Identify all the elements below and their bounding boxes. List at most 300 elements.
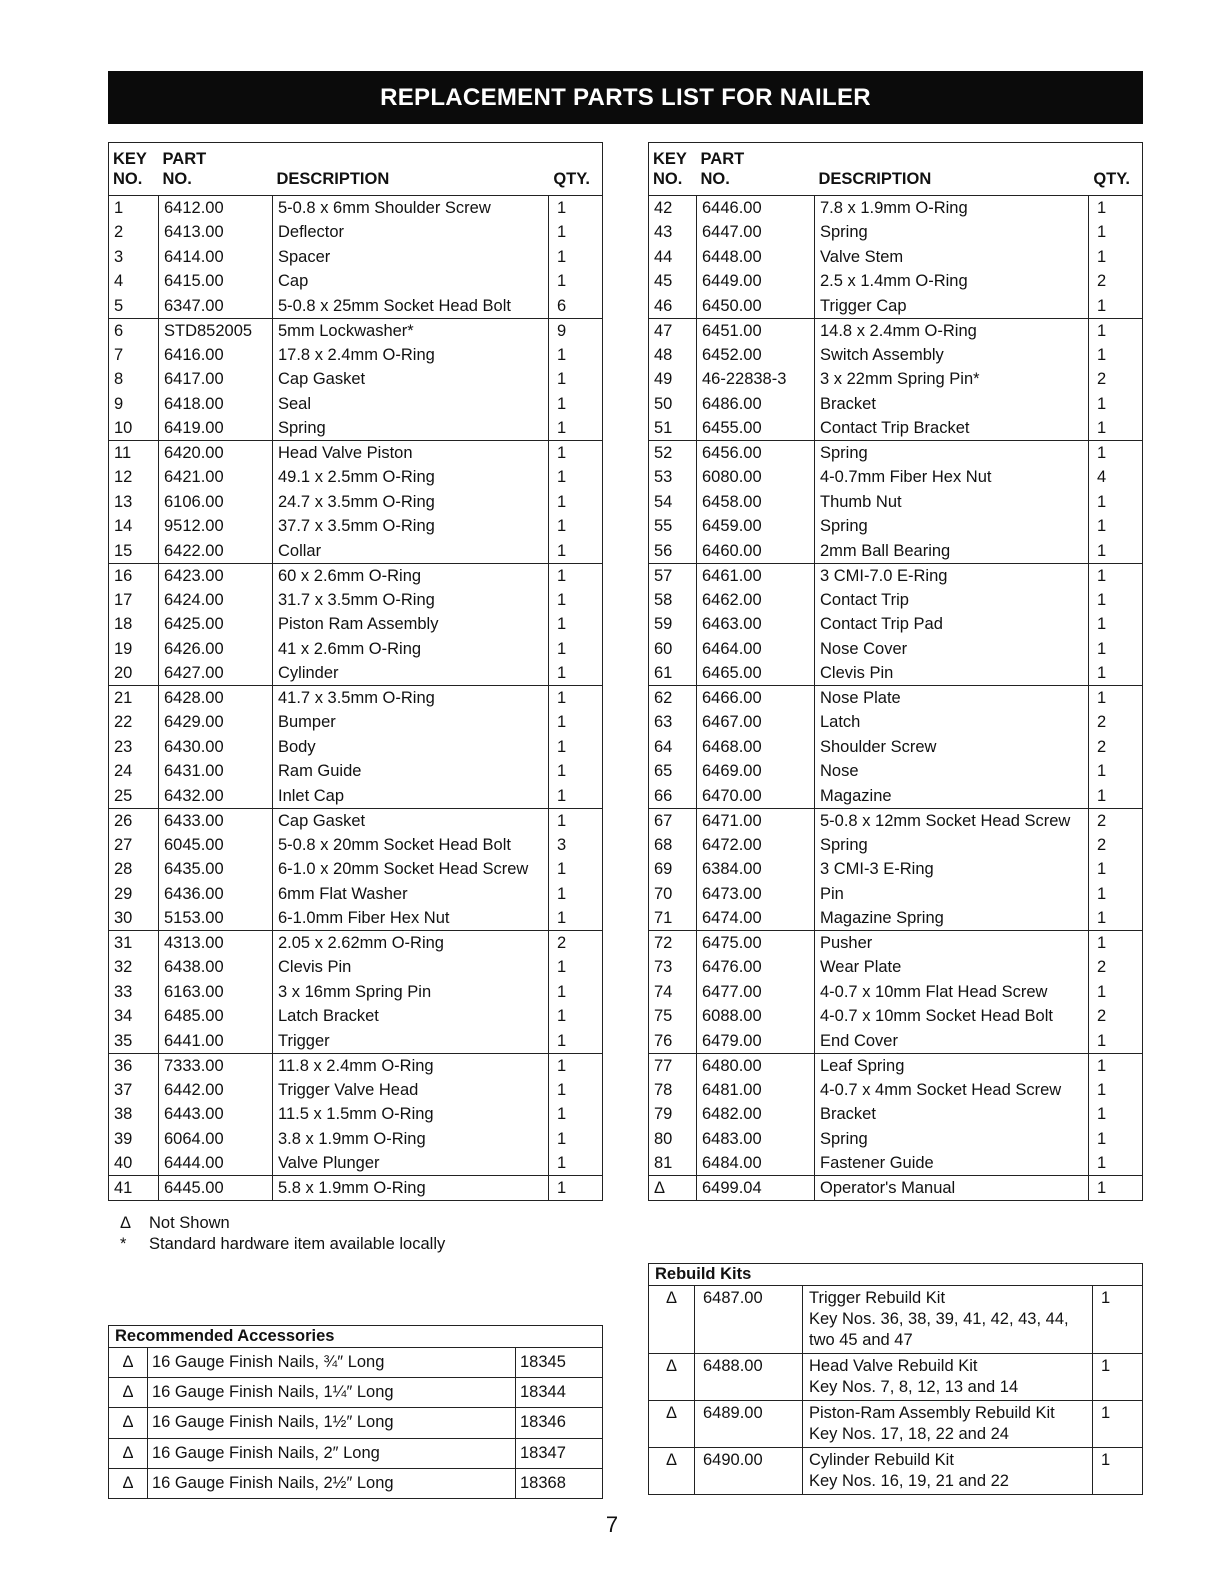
parts-row <box>649 1029 1143 1054</box>
part-description: Contact Trip Bracket <box>815 416 1089 441</box>
accessory-part-number: 18345 <box>516 1348 603 1378</box>
key-number: 81 <box>654 1154 673 1172</box>
rebuild-kits-title: Rebuild Kits <box>649 1264 1143 1286</box>
key-number: 5 <box>114 296 124 315</box>
part-description: Trigger Cap <box>815 294 1089 319</box>
part-quantity: 1 <box>549 759 603 784</box>
part-number: 6464.00 <box>697 637 815 662</box>
key-number: 55 <box>654 517 673 536</box>
part-number: 6420.00 <box>159 441 273 466</box>
part-number: 6442.00 <box>159 1078 273 1103</box>
key-number: 30 <box>114 909 133 927</box>
part-number: 6468.00 <box>697 735 815 760</box>
part-description: Pusher <box>815 931 1089 956</box>
page-title: REPLACEMENT PARTS LIST FOR NAILER <box>380 83 871 111</box>
key-number: 40 <box>114 1154 133 1172</box>
part-quantity: 1 <box>549 1029 603 1054</box>
parts-row <box>109 294 603 319</box>
part-quantity: 1 <box>549 343 603 368</box>
part-quantity: 1 <box>549 735 603 760</box>
part-number: 7333.00 <box>159 1053 273 1078</box>
part-description: Latch <box>815 710 1089 735</box>
accessory-description: 16 Gauge Finish Nails, 2″ Long <box>148 1438 516 1468</box>
part-description: Piston Ram Assembly <box>273 612 549 637</box>
part-number: 6448.00 <box>697 245 815 270</box>
part-quantity: 2 <box>1089 955 1143 980</box>
part-description: 3 CMI-7.0 E-Ring <box>815 563 1089 588</box>
parts-row <box>109 416 603 441</box>
parts-row <box>649 1151 1143 1176</box>
key-number: 70 <box>654 884 673 903</box>
part-quantity: 2 <box>1089 1004 1143 1029</box>
key-number: 57 <box>649 563 697 588</box>
parts-row <box>649 857 1143 882</box>
part-quantity: 1 <box>549 392 603 417</box>
parts-row <box>649 588 1143 613</box>
accessories-title: Recommended Accessories <box>109 1326 603 1348</box>
kit-description <box>803 1401 1093 1448</box>
parts-row <box>109 808 603 833</box>
key-number: 42 <box>654 199 673 217</box>
part-number: 4313.00 <box>159 931 273 956</box>
key-number: Δ <box>649 1176 697 1201</box>
part-description: 4-0.7 x 10mm Socket Head Bolt <box>815 1004 1089 1029</box>
parts-row <box>649 367 1143 392</box>
part-quantity: 1 <box>1089 612 1143 637</box>
key-number: 73 <box>654 958 673 977</box>
parts-row <box>109 906 603 931</box>
accessory-row <box>109 1378 603 1408</box>
key-number: 35 <box>114 1031 133 1050</box>
part-quantity: 1 <box>1089 906 1143 931</box>
part-number: 6384.00 <box>697 857 815 882</box>
parts-row <box>649 539 1143 564</box>
key-number: 22 <box>114 713 133 732</box>
key-no-header: KEY NO. <box>649 143 697 196</box>
part-number: 6463.00 <box>697 612 815 637</box>
key-number: 59 <box>654 615 673 634</box>
part-quantity: 1 <box>549 416 603 441</box>
kit-description <box>803 1448 1093 1495</box>
rebuild-kit-row <box>649 1401 1143 1448</box>
part-description: Bracket <box>815 392 1089 417</box>
part-quantity: 1 <box>549 980 603 1005</box>
parts-row <box>649 759 1143 784</box>
part-description: Switch Assembly <box>815 343 1089 368</box>
part-number: 9512.00 <box>159 514 273 539</box>
key-number: 38 <box>114 1105 133 1124</box>
kit-name: Trigger Rebuild Kit <box>809 1289 946 1307</box>
kit-name: Head Valve Rebuild Kit <box>809 1357 978 1375</box>
part-number: 46-22838-3 <box>697 367 815 392</box>
page-title-banner <box>108 71 1143 124</box>
part-quantity: 6 <box>549 294 603 319</box>
part-description: 3 x 16mm Spring Pin <box>273 980 549 1005</box>
part-quantity: 1 <box>549 1151 603 1176</box>
key-number: 75 <box>654 1007 673 1026</box>
part-description: 5.8 x 1.9mm O-Ring <box>273 1176 549 1201</box>
key-number: 19 <box>114 639 133 658</box>
accessory-description: 16 Gauge Finish Nails, 1¼″ Long <box>148 1378 516 1408</box>
part-quantity: 1 <box>549 955 603 980</box>
key-number: 51 <box>654 419 673 437</box>
part-description: Valve Plunger <box>273 1151 549 1176</box>
key-number: 54 <box>654 492 673 511</box>
part-quantity: 1 <box>549 784 603 809</box>
part-number: 6461.00 <box>697 563 815 588</box>
part-number: 6443.00 <box>159 1102 273 1127</box>
part-description: Trigger <box>273 1029 549 1054</box>
part-quantity: 1 <box>1089 1029 1143 1054</box>
part-description: 37.7 x 3.5mm O-Ring <box>273 514 549 539</box>
part-quantity: 1 <box>549 808 603 833</box>
part-description: Cap <box>273 269 549 294</box>
parts-row <box>649 735 1143 760</box>
delta-symbol-icon: Δ <box>665 1451 678 1469</box>
part-description: Bracket <box>815 1102 1089 1127</box>
part-description: Cap Gasket <box>273 808 549 833</box>
key-number: 64 <box>654 737 673 756</box>
part-number: 6432.00 <box>159 784 273 809</box>
part-description: 4-0.7 x 4mm Socket Head Screw <box>815 1078 1089 1103</box>
part-quantity: 1 <box>549 1004 603 1029</box>
kit-key-numbers: Key Nos. 17, 18, 22 and 24 <box>809 1425 1009 1443</box>
part-description: Deflector <box>273 220 549 245</box>
part-quantity: 1 <box>1089 931 1143 956</box>
part-number: 6458.00 <box>697 490 815 515</box>
part-description: 7.8 x 1.9mm O-Ring <box>815 196 1089 221</box>
part-number: 6347.00 <box>159 294 273 319</box>
part-description: End Cover <box>815 1029 1089 1054</box>
part-number: 6431.00 <box>159 759 273 784</box>
key-number: 31 <box>109 931 159 956</box>
part-quantity: 2 <box>1089 269 1143 294</box>
parts-row <box>649 416 1143 441</box>
accessory-part-number: 18368 <box>516 1468 603 1498</box>
part-quantity: 1 <box>549 686 603 711</box>
part-quantity: 1 <box>549 1102 603 1127</box>
parts-row <box>649 833 1143 858</box>
key-number: 7 <box>114 345 124 364</box>
part-quantity: 4 <box>1089 465 1143 490</box>
part-number: 6433.00 <box>159 808 273 833</box>
part-quantity: 1 <box>549 857 603 882</box>
part-number: 5153.00 <box>159 906 273 931</box>
delta-symbol-icon: Δ <box>120 1214 132 1232</box>
part-quantity: 1 <box>1089 784 1143 809</box>
part-number: 6438.00 <box>159 955 273 980</box>
part-quantity: 1 <box>549 637 603 662</box>
recommended-accessories-table <box>108 1325 603 1499</box>
part-quantity: 1 <box>1089 392 1143 417</box>
parts-row <box>649 906 1143 931</box>
part-description: Inlet Cap <box>273 784 549 809</box>
part-quantity: 1 <box>549 563 603 588</box>
part-quantity: 1 <box>1089 245 1143 270</box>
key-number: 43 <box>654 223 673 242</box>
part-description: Spring <box>815 514 1089 539</box>
key-number: 9 <box>114 394 124 413</box>
part-quantity: 1 <box>1089 588 1143 613</box>
parts-row <box>649 784 1143 809</box>
parts-row <box>649 661 1143 686</box>
part-number: 6499.04 <box>697 1176 815 1201</box>
part-number: 6424.00 <box>159 588 273 613</box>
part-number: 6447.00 <box>697 220 815 245</box>
part-description: Nose Cover <box>815 637 1089 662</box>
part-description: Clevis Pin <box>815 661 1089 686</box>
part-number: 6451.00 <box>697 318 815 343</box>
key-number: 60 <box>654 639 673 658</box>
accessory-row <box>109 1438 603 1468</box>
part-quantity: 1 <box>549 490 603 515</box>
key-number: 32 <box>114 958 133 977</box>
parts-row <box>649 1004 1143 1029</box>
key-number: 52 <box>649 441 697 466</box>
part-quantity: 2 <box>1089 808 1143 833</box>
part-description: Valve Stem <box>815 245 1089 270</box>
qty-header: QTY. <box>549 143 603 196</box>
part-description: 14.8 x 2.4mm O-Ring <box>815 318 1089 343</box>
part-description: 41.7 x 3.5mm O-Ring <box>273 686 549 711</box>
part-number: 6430.00 <box>159 735 273 760</box>
part-description: Nose <box>815 759 1089 784</box>
part-quantity: 1 <box>1089 343 1143 368</box>
part-description: Contact Trip <box>815 588 1089 613</box>
part-number: 6456.00 <box>697 441 815 466</box>
parts-row <box>109 686 603 711</box>
part-number: 6419.00 <box>159 416 273 441</box>
part-quantity: 1 <box>1089 416 1143 441</box>
key-no-header: KEY NO. <box>109 143 159 196</box>
key-number: 61 <box>654 664 673 682</box>
part-number: 6435.00 <box>159 857 273 882</box>
part-quantity: 2 <box>1089 833 1143 858</box>
part-number: 6465.00 <box>697 661 815 686</box>
part-number: 6088.00 <box>697 1004 815 1029</box>
part-description: 31.7 x 3.5mm O-Ring <box>273 588 549 613</box>
qty-header: QTY. <box>1089 143 1143 196</box>
part-number: 6427.00 <box>159 661 273 686</box>
parts-row <box>109 735 603 760</box>
key-number: 44 <box>654 247 673 266</box>
part-number: 6425.00 <box>159 612 273 637</box>
accessory-part-number: 18344 <box>516 1378 603 1408</box>
part-number: 6482.00 <box>697 1102 815 1127</box>
parts-row <box>109 931 603 956</box>
kit-quantity: 1 <box>1093 1401 1143 1448</box>
parts-row <box>649 612 1143 637</box>
part-number: 6412.00 <box>159 196 273 221</box>
key-number: 69 <box>654 860 673 879</box>
parts-row <box>109 612 603 637</box>
parts-row <box>109 1053 603 1078</box>
part-no-header: PART NO. <box>697 143 815 196</box>
part-description: 3.8 x 1.9mm O-Ring <box>273 1127 549 1152</box>
parts-row <box>649 637 1143 662</box>
part-number: 6418.00 <box>159 392 273 417</box>
part-description: Contact Trip Pad <box>815 612 1089 637</box>
key-number: 8 <box>114 370 124 389</box>
parts-row <box>649 245 1143 270</box>
key-number: 68 <box>654 835 673 854</box>
part-description: 2.5 x 1.4mm O-Ring <box>815 269 1089 294</box>
part-description: 49.1 x 2.5mm O-Ring <box>273 465 549 490</box>
part-description: Spring <box>815 833 1089 858</box>
part-number: 6444.00 <box>159 1151 273 1176</box>
kit-part-number: 6490.00 <box>695 1448 803 1495</box>
part-number: 6470.00 <box>697 784 815 809</box>
kit-key-numbers: two 45 and 47 <box>809 1331 913 1349</box>
key-number: 49 <box>654 370 673 389</box>
parts-row <box>109 1102 603 1127</box>
part-quantity: 1 <box>1089 196 1143 221</box>
part-description: 5mm Lockwasher* <box>273 318 549 343</box>
key-number: 53 <box>654 468 673 487</box>
delta-symbol-icon: Δ <box>109 1378 148 1408</box>
parts-row <box>649 196 1143 221</box>
kit-part-number: 6488.00 <box>695 1354 803 1401</box>
accessory-part-number: 18347 <box>516 1438 603 1468</box>
kit-key-numbers: Key Nos. 7, 8, 12, 13 and 14 <box>809 1378 1019 1396</box>
parts-row <box>649 808 1143 833</box>
parts-row <box>109 833 603 858</box>
parts-row <box>109 220 603 245</box>
part-description: Thumb Nut <box>815 490 1089 515</box>
part-description: 5-0.8 x 6mm Shoulder Screw <box>273 196 549 221</box>
part-number: 6064.00 <box>159 1127 273 1152</box>
part-quantity: 2 <box>1089 735 1143 760</box>
parts-row <box>109 1029 603 1054</box>
key-number: 39 <box>114 1129 133 1148</box>
part-number: 6469.00 <box>697 759 815 784</box>
accessory-part-number: 18346 <box>516 1408 603 1438</box>
parts-row <box>109 539 603 564</box>
part-description: 5-0.8 x 20mm Socket Head Bolt <box>273 833 549 858</box>
part-quantity: 1 <box>1089 1053 1143 1078</box>
key-number: 65 <box>654 762 673 781</box>
part-quantity: 1 <box>1089 441 1143 466</box>
key-number: 45 <box>654 272 673 291</box>
kit-part-number: 6487.00 <box>695 1286 803 1354</box>
part-description: 6-1.0 x 20mm Socket Head Screw <box>273 857 549 882</box>
part-quantity: 1 <box>549 196 603 221</box>
part-description: 2mm Ball Bearing <box>815 539 1089 564</box>
key-number: 14 <box>114 517 133 536</box>
part-quantity: 1 <box>549 367 603 392</box>
part-quantity: 1 <box>1089 563 1143 588</box>
part-description: Cap Gasket <box>273 367 549 392</box>
part-quantity: 1 <box>549 710 603 735</box>
parts-row <box>649 980 1143 1005</box>
part-number: 6452.00 <box>697 343 815 368</box>
parts-row <box>109 759 603 784</box>
part-description: 24.7 x 3.5mm O-Ring <box>273 490 549 515</box>
part-number: 6480.00 <box>697 1053 815 1078</box>
parts-row <box>649 955 1143 980</box>
part-description: 6-1.0mm Fiber Hex Nut <box>273 906 549 931</box>
key-number: 10 <box>114 419 133 437</box>
parts-row <box>649 686 1143 711</box>
parts-table-header <box>649 143 1143 196</box>
key-number: 27 <box>114 835 133 854</box>
part-number: 6485.00 <box>159 1004 273 1029</box>
delta-symbol-icon: Δ <box>649 1286 695 1354</box>
part-quantity: 2 <box>549 931 603 956</box>
part-quantity: 1 <box>1089 980 1143 1005</box>
part-description: Spacer <box>273 245 549 270</box>
part-description: Collar <box>273 539 549 564</box>
key-number: 16 <box>109 563 159 588</box>
part-description: Clevis Pin <box>273 955 549 980</box>
part-description: Spring <box>815 220 1089 245</box>
part-quantity: 1 <box>549 514 603 539</box>
parts-row <box>109 784 603 809</box>
part-description: Pin <box>815 882 1089 907</box>
part-description: 6mm Flat Washer <box>273 882 549 907</box>
parts-row <box>109 269 603 294</box>
kit-quantity: 1 <box>1093 1286 1143 1354</box>
part-quantity: 1 <box>549 269 603 294</box>
key-number: 36 <box>109 1053 159 1078</box>
part-description: 3 CMI-3 E-Ring <box>815 857 1089 882</box>
part-number: 6428.00 <box>159 686 273 711</box>
key-number: 71 <box>654 909 673 927</box>
part-quantity: 1 <box>549 661 603 686</box>
part-number: 6459.00 <box>697 514 815 539</box>
key-number: 6 <box>109 318 159 343</box>
key-number: 18 <box>114 615 133 634</box>
kit-part-number: 6489.00 <box>695 1401 803 1448</box>
part-quantity: 1 <box>1089 490 1143 515</box>
part-quantity: 1 <box>549 539 603 564</box>
part-quantity: 1 <box>1089 1151 1143 1176</box>
key-number: 76 <box>654 1031 673 1050</box>
parts-row <box>109 514 603 539</box>
part-number: 6450.00 <box>697 294 815 319</box>
part-description: 11.8 x 2.4mm O-Ring <box>273 1053 549 1078</box>
key-number: 48 <box>654 345 673 364</box>
parts-row <box>109 857 603 882</box>
rebuild-kit-row <box>649 1286 1143 1354</box>
part-number: 6421.00 <box>159 465 273 490</box>
footnote-text: Standard hardware item available locally <box>149 1235 446 1253</box>
part-description: 5-0.8 x 12mm Socket Head Screw <box>815 808 1089 833</box>
part-description: Ram Guide <box>273 759 549 784</box>
parts-row <box>109 1127 603 1152</box>
parts-row <box>649 318 1143 343</box>
parts-row <box>109 588 603 613</box>
part-description: 2.05 x 2.62mm O-Ring <box>273 931 549 956</box>
part-number: 6462.00 <box>697 588 815 613</box>
key-number: 3 <box>114 247 124 266</box>
kit-quantity: 1 <box>1093 1354 1143 1401</box>
key-number: 24 <box>114 762 133 781</box>
part-description: Shoulder Screw <box>815 735 1089 760</box>
parts-row <box>649 392 1143 417</box>
delta-symbol-icon: Δ <box>109 1438 148 1468</box>
part-quantity: 1 <box>1089 882 1143 907</box>
part-description: Operator's Manual <box>815 1176 1089 1201</box>
part-description: 17.8 x 2.4mm O-Ring <box>273 343 549 368</box>
part-quantity: 1 <box>549 245 603 270</box>
part-quantity: 1 <box>549 441 603 466</box>
part-quantity: 1 <box>1089 857 1143 882</box>
part-number: 6472.00 <box>697 833 815 858</box>
description-header: DESCRIPTION <box>273 143 549 196</box>
part-description: 4-0.7mm Fiber Hex Nut <box>815 465 1089 490</box>
parts-row <box>109 710 603 735</box>
